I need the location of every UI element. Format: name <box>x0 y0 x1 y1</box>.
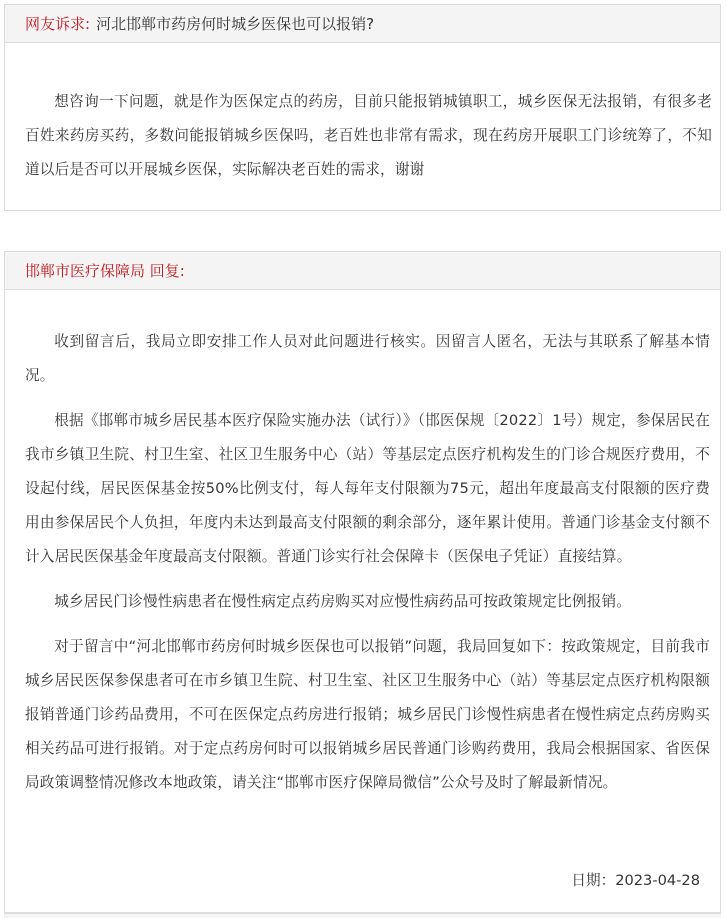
question-title: 河北邯郸市药房何时城乡医保也可以报销? <box>96 15 375 33</box>
question-card <box>4 4 721 211</box>
question-label: 网友诉求: <box>25 15 91 33</box>
reply-header <box>5 252 720 290</box>
reply-date <box>571 869 700 890</box>
question-content <box>5 43 720 187</box>
reply-card <box>4 251 721 913</box>
reply-paragraph: 根据《邯郸市城乡居民基本医疗保险实施办法（试行）》（邯医保规〔2022〕1号）规定，参保居民在我市乡镇卫生院、村卫生室、社区卫生服务中心（站）等基层定点医疗机构发生的门诊合规医疗费用，不设起付线，居民医保基金按50%比例支付，每人每年支付限额为75元，超出年度最高支付限额的医疗费用由参保居民个人负担，年度内未达到最高支付限额的剩余部分，逐年累计使用。普通门诊基金支付额不计入居民医保基金年度最高支付限额。普通门诊实行社会保障卡（医保电子凭证）直接结算。 <box>25 412 710 565</box>
reply-paragraph: 城乡居民门诊慢性病患者在慢性病定点药房购买对应慢性病药品可按政策规定比例报销。 <box>54 593 632 610</box>
reply-label: 邯郸市医疗保障局 回复: <box>25 262 185 280</box>
date-value: 2023-04-28 <box>615 872 700 889</box>
question-header <box>5 5 720 43</box>
reply-paragraph: 对于留言中“河北邯郸市药房何时城乡医保也可以报销”问题，我局回复如下：按政策规定，目前我市城乡居民医保参保患者可在市乡镇卫生院、村卫生室、社区卫生服务中心（站）等基层定点医疗机构限额报销普通门诊药品费用，不可在医保定点药房进行报销；城乡居民门诊慢性病患者在慢性病定点药房购买相关药品可进行报销。对于定点药房何时可以报销城乡居民普通门诊购药费用，我局会根据国家、省医保局政策调整情况修改本地政策，请关注“邯郸市医疗保障局微信”公众号及时了解最新情况。 <box>25 638 710 791</box>
question-body: 想咨询一下问题，就是作为医保定点的药房，目前只能报销城镇职工，城乡医保无法报销，有很多老百姓来药房买药，多数问能报销城乡医保吗，老百姓也非常有需求，现在药房开展职工门诊统筹了，不知道以后是否可以开展城乡医保，实际解决老百姓的需求，谢谢 <box>25 93 712 178</box>
reply-content <box>5 290 720 800</box>
reply-paragraph: 收到留言后，我局立即安排工作人员对此问题进行核实。因留言人匿名，无法与其联系了解基本情况。 <box>25 333 710 384</box>
date-label: 日期： <box>571 872 616 889</box>
next-card-edge <box>4 913 721 918</box>
